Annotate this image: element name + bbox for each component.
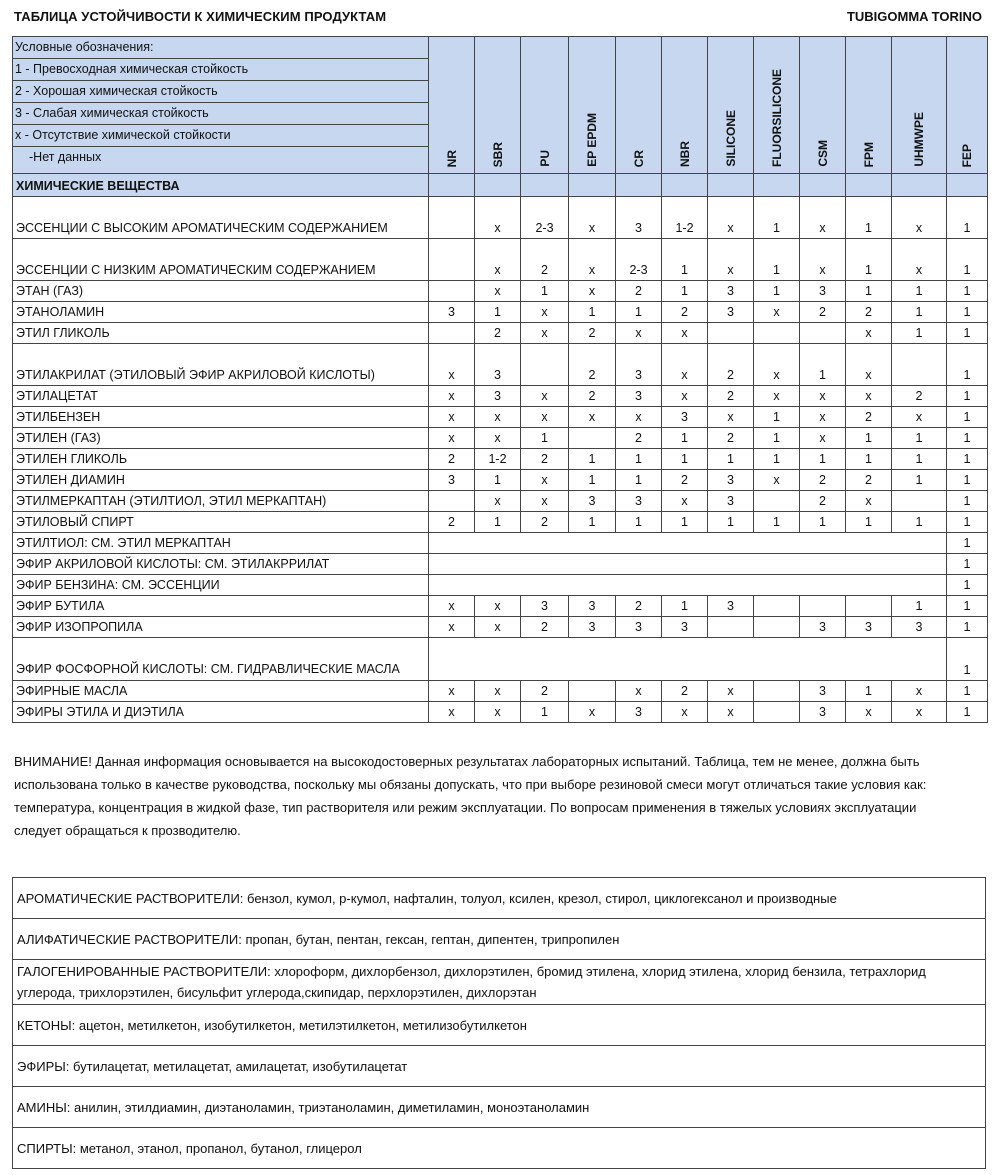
value-cell [800,323,846,344]
value-cell: x [892,681,947,702]
value-cell: 1 [800,512,846,533]
categories-body [13,878,986,1169]
value-cell: 1 [892,323,947,344]
value-cell: 1 [662,281,708,302]
value-cell: x [569,281,616,302]
value-cell: x [754,302,800,323]
value-cell: 1 [892,281,947,302]
value-cell: x [569,239,616,281]
chemical-name: ЭФИР ИЗОПРОПИЛА [13,617,429,638]
value-cell: x [846,344,892,386]
merged-cell [429,575,947,596]
value-cell: x [616,323,662,344]
value-cell: 1 [947,554,988,575]
legend-line: 3 - Слабая химическая стойкость [13,103,428,125]
value-cell: 3 [429,470,475,491]
value-cell: x [429,344,475,386]
table-row [13,596,988,617]
value-cell: 2 [800,302,846,323]
chemical-resistance-table [12,36,988,723]
value-cell: 1 [708,512,754,533]
column-header-fep: FEP [947,37,988,174]
value-cell: 1 [947,323,988,344]
value-cell: 1 [947,491,988,512]
value-cell: 1 [616,512,662,533]
value-cell: x [429,617,475,638]
section-title: ХИМИЧЕСКИЕ ВЕЩЕСТВА [13,174,429,197]
category-row [13,1128,986,1169]
category-text: КЕТОНЫ: ацетон, метилкетон, изобутилкетон, метилэтилкетон, метилизобутилкетон [13,1005,986,1046]
value-cell: x [429,386,475,407]
value-cell: 1 [569,449,616,470]
table-body [13,174,988,723]
value-cell: 2 [569,344,616,386]
chemical-name: ЭФИРЫ ЭТИЛА И ДИЭТИЛА [13,702,429,723]
legend-line: Условные обозначения: [13,37,428,59]
value-cell: x [800,386,846,407]
category-text: АМИНЫ: анилин, этилдиамин, диэтаноламин, триэтаноламин, диметиламин, моноэтаноламин [13,1087,986,1128]
value-cell: 1 [892,512,947,533]
value-cell: 1 [708,449,754,470]
value-cell: x [662,323,708,344]
value-cell: 2 [521,617,569,638]
value-cell: 1 [947,512,988,533]
value-cell: x [475,617,521,638]
value-cell: x [475,281,521,302]
table-row [13,344,988,386]
value-cell: 3 [616,617,662,638]
table-row [13,491,988,512]
value-cell: 1 [754,197,800,239]
value-cell: 1 [947,407,988,428]
value-cell: 1 [569,302,616,323]
value-cell: 1 [662,428,708,449]
value-cell: x [429,596,475,617]
value-cell: 1 [754,428,800,449]
value-cell [754,617,800,638]
value-cell: x [846,702,892,723]
value-cell: x [846,491,892,512]
value-cell: x [475,681,521,702]
value-cell: x [475,428,521,449]
value-cell: 3 [569,596,616,617]
value-cell [754,596,800,617]
value-cell: 2 [569,386,616,407]
value-cell: x [892,407,947,428]
value-cell: 1 [947,428,988,449]
table-row [13,638,988,681]
chemical-name: ЭТИЛ ГЛИКОЛЬ [13,323,429,344]
table-row [13,281,988,302]
chemical-name: ЭТИЛМЕРКАПТАН (ЭТИЛТИОЛ, ЭТИЛ МЕРКАПТАН) [13,491,429,512]
value-cell: 3 [892,617,947,638]
value-cell: x [569,407,616,428]
value-cell: 2 [892,386,947,407]
value-cell: x [800,428,846,449]
value-cell: 1-2 [662,197,708,239]
table-row [13,449,988,470]
value-cell: x [708,407,754,428]
value-cell: 2 [521,512,569,533]
value-cell: x [892,197,947,239]
section-row [13,174,988,197]
value-cell: 1 [846,197,892,239]
table-row [13,470,988,491]
value-cell: x [754,344,800,386]
value-cell [846,596,892,617]
value-cell: 3 [475,386,521,407]
value-cell: 2 [800,470,846,491]
value-cell: x [754,386,800,407]
value-cell: x [892,239,947,281]
value-cell [521,344,569,386]
value-cell: 2 [662,681,708,702]
table-row [13,239,988,281]
value-cell: 1 [569,512,616,533]
category-text: ЭФИРЫ: бутилацетат, метилацетат, амилацетат, изобутилацетат [13,1046,986,1087]
value-cell [429,281,475,302]
table-row [13,681,988,702]
legend-line: x - Отсутствие химической стойкости [13,125,428,147]
value-cell: 3 [708,281,754,302]
value-cell: 2 [662,302,708,323]
category-text: АЛИФАТИЧЕСКИЕ РАСТВОРИТЕЛИ: пропан, бутан, пентан, гексан, гептан, дипентен, трипропилен [13,919,986,960]
column-header-ep-epdm: EP EPDM [569,37,616,174]
value-cell [569,681,616,702]
value-cell: 2-3 [521,197,569,239]
value-cell: x [616,407,662,428]
value-cell: x [475,197,521,239]
value-cell: 1 [892,449,947,470]
value-cell: 2 [708,428,754,449]
category-row [13,1046,986,1087]
table-row [13,323,988,344]
category-row [13,960,986,1005]
value-cell [892,491,947,512]
value-cell: x [521,491,569,512]
value-cell: x [708,681,754,702]
value-cell: 1 [616,470,662,491]
legend-cell [13,37,429,174]
value-cell: 1 [947,533,988,554]
column-header-fpm: FPM [846,37,892,174]
value-cell: x [521,470,569,491]
chemical-name: ЭФИР БУТИЛА [13,596,429,617]
value-cell: x [475,239,521,281]
column-header-silicone: SILICONE [708,37,754,174]
value-cell: 1 [947,617,988,638]
value-cell: 3 [708,302,754,323]
value-cell: x [754,470,800,491]
value-cell: 1 [616,302,662,323]
value-cell: 2 [846,407,892,428]
value-cell [754,323,800,344]
value-cell: x [616,681,662,702]
value-cell: x [800,197,846,239]
table-row [13,617,988,638]
chemical-name: ЭТИЛБЕНЗЕН [13,407,429,428]
category-row [13,1005,986,1046]
value-cell: 1 [475,302,521,323]
value-cell: 3 [800,702,846,723]
category-text: СПИРТЫ: метанол, этанол, пропанол, бутанол, глицерол [13,1128,986,1169]
chemical-name: ЭТИЛТИОЛ: СМ. ЭТИЛ МЕРКАПТАН [13,533,429,554]
value-cell: x [475,407,521,428]
value-cell: x [892,702,947,723]
value-cell: 1 [947,596,988,617]
chemical-name: ЭТАНОЛАМИН [13,302,429,323]
value-cell: 3 [662,407,708,428]
value-cell: x [475,491,521,512]
value-cell [754,491,800,512]
chemical-name: ЭССЕНЦИИ С НИЗКИМ АРОМАТИЧЕСКИМ СОДЕРЖАНИЕМ [13,239,429,281]
value-cell: 3 [616,197,662,239]
value-cell: 1 [846,512,892,533]
value-cell [429,197,475,239]
value-cell: 3 [616,491,662,512]
value-cell: 1 [800,344,846,386]
value-cell: 1 [846,449,892,470]
value-cell: 1 [662,596,708,617]
value-cell: x [800,239,846,281]
value-cell: 3 [846,617,892,638]
table-row [13,533,988,554]
chemical-name: ЭТИЛЕН ГЛИКОЛЬ [13,449,429,470]
table-row [13,575,988,596]
value-cell: 1 [947,702,988,723]
value-cell: 2 [429,449,475,470]
value-cell [429,323,475,344]
value-cell [708,617,754,638]
value-cell: 2 [521,239,569,281]
value-cell [569,428,616,449]
chemical-name: ЭФИР БЕНЗИНА: СМ. ЭССЕНЦИИ [13,575,429,596]
value-cell: 1 [947,575,988,596]
merged-cell [429,554,947,575]
value-cell: x [429,407,475,428]
table-row [13,407,988,428]
value-cell: 3 [708,596,754,617]
chemical-name: ЭТИЛЕН ДИАМИН [13,470,429,491]
value-cell: x [521,323,569,344]
column-header-fluorsilicone: FLUORSILICONE [754,37,800,174]
value-cell: x [846,323,892,344]
value-cell: 2 [662,470,708,491]
value-cell: 1 [892,302,947,323]
value-cell: 1 [846,428,892,449]
value-cell: 1 [947,239,988,281]
value-cell: 1 [947,302,988,323]
value-cell: x [475,596,521,617]
chemical-name: ЭТИЛАКРИЛАТ (ЭТИЛОВЫЙ ЭФИР АКРИЛОВОЙ КИСЛОТЫ) [13,344,429,386]
table-row [13,197,988,239]
value-cell [429,491,475,512]
value-cell: 2-3 [616,239,662,281]
category-row [13,878,986,919]
solvent-categories-table [12,877,986,1169]
chemical-name: ЭТИЛЕН (ГАЗ) [13,428,429,449]
column-header-sbr: SBR [475,37,521,174]
page-title: ТАБЛИЦА УСТОЙЧИВОСТИ К ХИМИЧЕСКИМ ПРОДУКТАМ [14,9,387,24]
value-cell: 3 [662,617,708,638]
chemical-name: ЭТАН (ГАЗ) [13,281,429,302]
value-cell: 1 [754,512,800,533]
value-cell: x [429,681,475,702]
value-cell: 3 [521,596,569,617]
value-cell: x [521,407,569,428]
value-cell: 1 [475,512,521,533]
value-cell: x [569,197,616,239]
value-cell: x [521,302,569,323]
value-cell: 1 [754,281,800,302]
value-cell: x [429,702,475,723]
value-cell: 3 [800,617,846,638]
value-cell: 3 [800,681,846,702]
value-cell: x [569,702,616,723]
value-cell: 3 [708,491,754,512]
value-cell: 2 [846,302,892,323]
table-row [13,512,988,533]
chemical-name: ЭФИРНЫЕ МАСЛА [13,681,429,702]
value-cell: 1 [754,239,800,281]
value-cell: 1 [846,239,892,281]
legend-line: 1 - Превосходная химическая стойкость [13,59,428,81]
value-cell: 1 [475,470,521,491]
chemical-name: ЭФИР АКРИЛОВОЙ КИСЛОТЫ: СМ. ЭТИЛАКРРИЛАТ [13,554,429,575]
notice-text: ВНИМАНИЕ! Данная информация основывается на высокодостоверных результатах лабораторных испытаний. Таблица, тем не менее, должна быть использована только в качестве руководства, поскольку мы обязаны допускать, что при выборе резиновой смеси могут отличаться такие условия как: температура, концентрация в жидкой фазе, тип растворителя или режим эксплуатации. По вопросам применения в тяжелых условиях эксплуатации следует обращаться к прозводителю. [14,754,927,838]
value-cell: 2 [616,281,662,302]
value-cell: x [475,702,521,723]
value-cell: 1 [616,449,662,470]
value-cell: 3 [708,470,754,491]
value-cell: 1 [947,470,988,491]
value-cell: 1-2 [475,449,521,470]
value-cell: x [800,407,846,428]
value-cell: 2 [846,470,892,491]
value-cell: x [429,428,475,449]
value-cell [892,344,947,386]
value-cell: 1 [947,386,988,407]
value-cell: 3 [616,344,662,386]
value-cell [754,702,800,723]
value-cell: 3 [569,491,616,512]
value-cell: 2 [616,596,662,617]
value-cell: 1 [892,596,947,617]
value-cell [800,596,846,617]
value-cell: x [708,702,754,723]
value-cell: 1 [947,281,988,302]
header-row [13,37,988,174]
column-header-nbr: NBR [662,37,708,174]
value-cell: 2 [800,491,846,512]
value-cell: 1 [662,449,708,470]
value-cell: 2 [616,428,662,449]
category-row [13,919,986,960]
chemical-name: ЭФИР ФОСФОРНОЙ КИСЛОТЫ: СМ. ГИДРАВЛИЧЕСКИЕ МАСЛА [13,638,429,681]
value-cell: 1 [846,281,892,302]
category-text: ГАЛОГЕНИРОВАННЫЕ РАСТВОРИТЕЛИ: хлороформ, дихлорбензол, дихлорэтилен, бромид этилена, хлорид этилена, хлорид бензила, тетрахлорид углерода, трихлорэтилен, бисульфит углерода,скипидар, перхлорэтилен, дихлорэтан [13,960,986,1005]
value-cell: 1 [892,470,947,491]
value-cell: 1 [754,407,800,428]
chemical-name: ЭТИЛАЦЕТАТ [13,386,429,407]
value-cell: 1 [662,512,708,533]
table-row [13,554,988,575]
column-header-uhmwpe: UHMWPE [892,37,947,174]
category-text: АРОМАТИЧЕСКИЕ РАСТВОРИТЕЛИ: бензол, кумол, р-кумол, нафталин, толуол, ксилен, крезол, стирол, циклогексанол и производные [13,878,986,919]
value-cell: 2 [708,344,754,386]
value-cell: 1 [947,197,988,239]
table-row [13,302,988,323]
value-cell: x [846,386,892,407]
merged-cell [429,638,947,681]
value-cell: 3 [475,344,521,386]
value-cell: 2 [475,323,521,344]
value-cell: 1 [521,281,569,302]
value-cell: 1 [754,449,800,470]
value-cell: 2 [429,512,475,533]
table-row [13,428,988,449]
value-cell: x [521,386,569,407]
value-cell: 1 [846,681,892,702]
value-cell [754,681,800,702]
column-header-csm: CSM [800,37,846,174]
value-cell: x [662,702,708,723]
value-cell: x [662,491,708,512]
value-cell: 1 [662,239,708,281]
value-cell: 3 [616,702,662,723]
category-row [13,1087,986,1128]
chemical-name: ЭССЕНЦИИ С ВЫСОКИМ АРОМАТИЧЕСКИМ СОДЕРЖАНИЕМ [13,197,429,239]
value-cell: 1 [800,449,846,470]
value-cell: 2 [521,681,569,702]
value-cell: 1 [521,702,569,723]
chemical-name: ЭТИЛОВЫЙ СПИРТ [13,512,429,533]
value-cell: 3 [429,302,475,323]
merged-cell [429,533,947,554]
value-cell: 1 [947,638,988,681]
value-cell: x [662,386,708,407]
value-cell: 1 [947,449,988,470]
table-row [13,702,988,723]
value-cell [708,323,754,344]
value-cell: 1 [892,428,947,449]
value-cell [429,239,475,281]
value-cell: 3 [569,617,616,638]
value-cell: 3 [800,281,846,302]
value-cell: 3 [616,386,662,407]
value-cell: x [662,344,708,386]
value-cell: 1 [521,428,569,449]
column-header-nr: NR [429,37,475,174]
column-header-pu: PU [521,37,569,174]
value-cell: 2 [521,449,569,470]
value-cell: x [708,239,754,281]
column-header-cr: CR [616,37,662,174]
value-cell: 2 [708,386,754,407]
table-row [13,386,988,407]
value-cell: 1 [947,681,988,702]
legend-line: -Нет данных [29,150,102,164]
value-cell: x [708,197,754,239]
legend-line: 2 - Хорошая химическая стойкость [13,81,428,103]
value-cell: 1 [569,470,616,491]
value-cell: 1 [947,344,988,386]
value-cell: 2 [569,323,616,344]
brand-name: TUBIGOMMA TORINO [846,9,982,24]
